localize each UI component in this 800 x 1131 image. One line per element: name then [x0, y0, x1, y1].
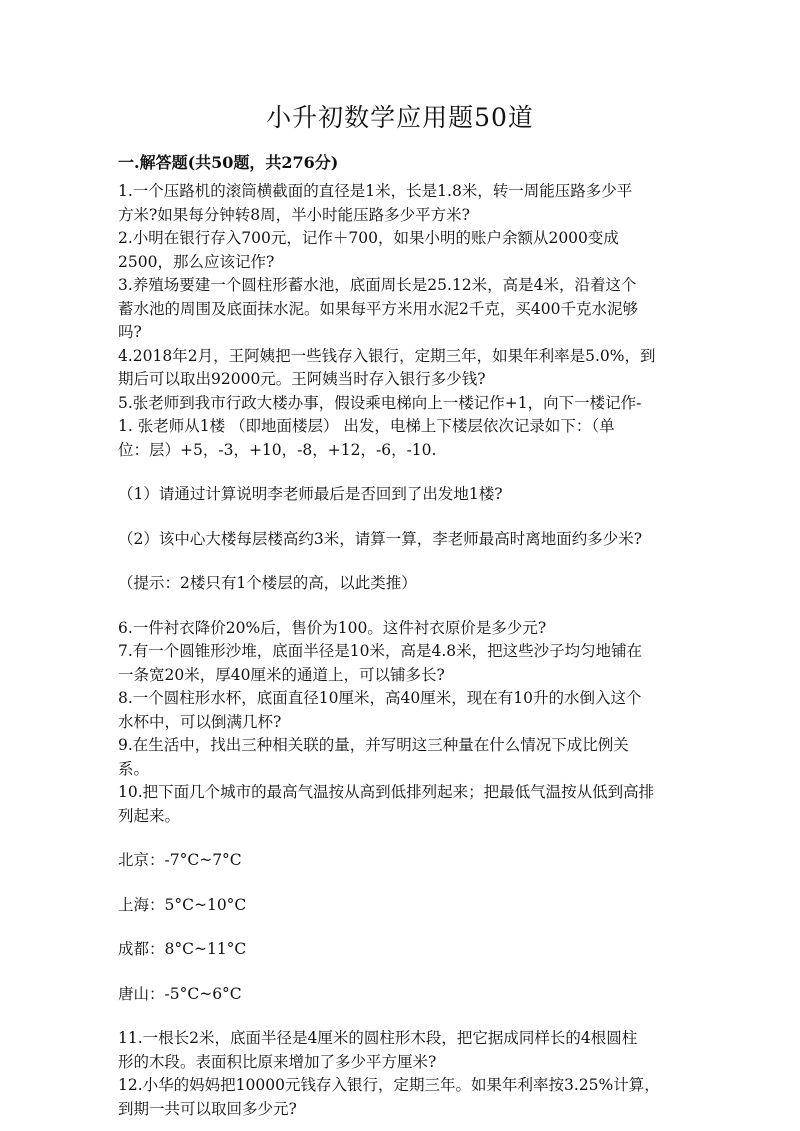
question-12	[118, 1074, 688, 1121]
question-line: 到期一共可以取回多少元?	[118, 1099, 297, 1118]
question-line: 吗?	[118, 323, 142, 341]
question-11	[118, 1027, 688, 1074]
question-line: 11.一根长2米，底面半径是4厘米的圆柱形木段，把它据成同样长的4根圆柱	[118, 1029, 638, 1047]
question-line: 蓄水池的周围及底面抹水泥。如果每平方米用水泥2千克，买400千克水泥够	[118, 299, 638, 318]
question-line: 2500，那么应该记作?	[118, 252, 275, 271]
question-line: 3.养殖场要建一个圆柱形蓄水池，底面周长是25.12米，高是4米，沿着这个	[118, 276, 637, 294]
question-6	[118, 617, 688, 641]
question-8	[118, 687, 688, 734]
section-heading: 一.解答题(共50题，共276分)	[118, 153, 339, 172]
question-10	[118, 781, 688, 1027]
question-line: 8.一个圆柱形水杯，底面直径10厘米，高40厘米，现在有10升的水倒入这个	[118, 689, 642, 707]
question-line: 10.把下面几个城市的最高气温按从高到低排列起来；把最低气温按从低到高排	[118, 783, 655, 801]
question-1	[118, 180, 688, 227]
question-list	[118, 180, 688, 1121]
sub-question-2: （2）该中心大楼每层楼高约3米，请算一算，李老师最高时离地面约多少米?	[118, 529, 643, 548]
question-line: 位：层）+5，-3，+10，-8，+12，-6，-10.	[118, 440, 437, 459]
question-line: 7.有一个圆锥形沙堆，底面半径是10米，高是4.8米，把这些沙子均匀地铺在	[118, 642, 643, 660]
question-line: 12.小华的妈妈把10000元钱存入银行，定期三年。如果年利率按3.25%计算，	[118, 1076, 660, 1094]
city-temperature: 北京：-7°C~7°C	[118, 851, 242, 869]
question-line: 4.2018年2月，王阿姨把一些钱存入银行，定期三年，如果年利率是5.0%，到	[118, 346, 656, 365]
question-line: 形的木段。表面积比原来增加了多少平方厘米?	[118, 1052, 437, 1071]
city-temperature: 成都：8°C~11°C	[118, 940, 247, 958]
hint: （提示：2楼只有1个楼层的高，以此类推）	[118, 574, 417, 592]
question-line: 1.一个压路机的滚筒横截面的直径是1米，长是1.8米，转一周能压路多少平	[118, 182, 633, 200]
question-9	[118, 734, 688, 781]
page-title: 小升初数学应用题50道	[266, 103, 534, 132]
question-line: 系。	[118, 759, 150, 778]
question-line: 5.张老师到我市行政大楼办事，假设乘电梯向上一楼记作+1，向下一楼记作-	[118, 393, 642, 412]
question-line: 期后可以取出92000元。王阿姨当时存入银行多少钱?	[118, 370, 486, 388]
question-line: 方米?如果每分钟转8周，半小时能压路多少平方米?	[118, 205, 470, 224]
question-3	[118, 274, 688, 345]
question-5	[118, 392, 688, 617]
question-line: 1. 张老师从1楼 （即地面楼层） 出发，电梯上下楼层依次记录如下：（单	[118, 417, 615, 435]
question-line: 列起来。	[118, 806, 181, 825]
question-line: 6.一件衬衣降价20%后，售价为100。这件衬衣原价是多少元?	[118, 618, 547, 637]
city-temperature: 唐山：-5°C~6°C	[118, 984, 242, 1003]
sub-question-1: （1）请通过计算说明李老师最后是否回到了出发地1楼?	[118, 485, 503, 503]
question-7	[118, 640, 688, 687]
question-line: 一条宽20米，厚40厘米的通道上，可以铺多长?	[118, 665, 445, 684]
question-4	[118, 345, 688, 392]
question-line: 9.在生活中，找出三种相关联的量，并写明这三种量在什么情况下成比例关	[118, 736, 629, 754]
question-line: 2.小明在银行存入700元，记作＋700，如果小明的账户余额从2000变成	[118, 229, 619, 247]
question-line: 水杯中，可以倒满几杯?	[118, 712, 282, 731]
question-2	[118, 227, 688, 274]
city-temperature: 上海：5°C~10°C	[118, 895, 247, 914]
